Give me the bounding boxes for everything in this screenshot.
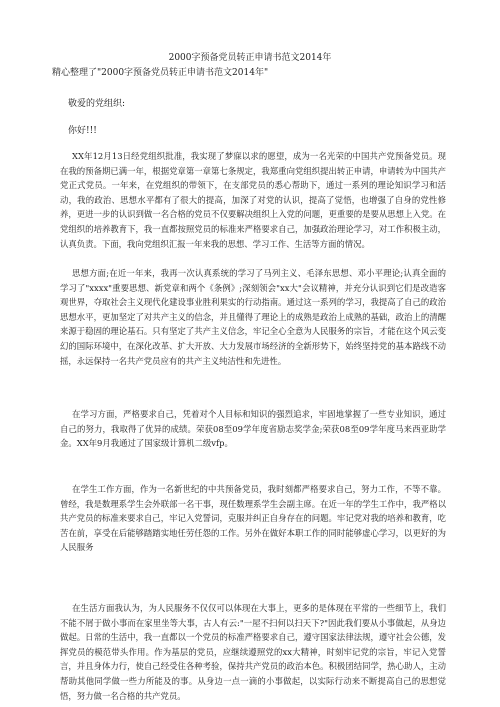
paragraph-student-work: 在学生工作方面，作为一名新世纪的中共预备党员，我时刻都严格要求自己，努力工作，不等不靠。曾经，我是数理系学生会外联部一名干事，现任数理系学生会副主席。在近一年的学生工作中，我严格以共产党员的标准来要求自己，牢记入党誓词，克服并纠正自身存在的问题。牢记党对我的培养和教育，吃苦在前，享受在后能够踏踏实地任劳任怨的工作。另外在做好本职工作的同时能够虚心学习，以更好的为人民服务 xyxy=(60,484,446,553)
greeting: 敬爱的党组织: xyxy=(68,99,126,109)
paragraph-life: 在生活方面我认为，为人民服务不仅仅可以体现在大事上，更多的是体现在平常的一些细节上，我们不能不屑于做小事而在家里坐等大事，古人有云:"一屋不扫何以扫天下?"因此我们要从小事做起，从身边做起。日常的生活中，我一直都以一个党员的标准严格要求自己，遵守国家法律法规，遵守社会公德，发挥党员的模范带头作用。作为基层的党员，应继续遵照党的xx大精神，时刻牢记党的宗旨，牢记入党誓言，并且身体力行，使自己经受住各种考验，保持共产党员的政治本色。积极团结同学，热心助人，主动帮助其他同学做一些力所能及的事。从身边一点一滴的小事做起，以实际行动来不断提高自己的思想觉悟，努力做一名合格的共产党员。 xyxy=(60,603,446,701)
paragraph-introduction: XX年12月13日经党组织批准，我实现了梦寐以求的愿望，成为一名光荣的中国共产党预备党员。现在我的预备期已满一年，根据党章第一章第七条规定，我郑重向党组织提出转正申请，申请转为中国共产党正式党员。一年来，在党组织的带领下，在支部党员的悉心帮助下，通过一系列的理论知识学习和活动，我的政治、思想水平都有了很大的提高，加深了对党的认识，提高了觉悟，也增强了自身的党性修养，更进一步的认识到做一名合格的党员不仅要解决组织上入党的问题，更重要的是要从思想上入党。在党组织的培养教育下，我一直都按照党员的标准来严格要求自己，加强政治理论学习，对工作积极主动，认真负责。下面，我向党组织汇报一年来我的思想、学习工作、生活等方面的情况。 xyxy=(60,151,446,249)
paragraph-study: 在学习方面，严格要求自己，凭着对个人目标和知识的强烈追求，牢固地掌握了一些专业知识，通过自己的努力，我取得了优异的成绩。荣获08至09学年度省励志奖学金;荣获08至09学年度马来西亚助学金。XX年9月我通过了国家级计算机二级vfp。 xyxy=(60,409,446,449)
paragraph-thought: 思想方面;在近一年来，我再一次认真系统的学习了马列主义、毛泽东思想、邓小平理论;认真全面的学习了"xxxx"重要思想、新党章和两个《条例》;深刻领会"xx大"会议精神，并充分认识到它们是改造客观世界，夺取社会主义现代化建设事业胜利果实的行动指南。通过这一系列的学习，我提高了自己的政治思想水平，更加坚定了对共产主义的信念，并且懂得了理论上的成熟是政治上成熟的基础，政治上的清醒来源于稳固的理论基石。只有坚定了共产主义信念，牢记全心全意为人民服务的宗旨，才能在这个风云变幻的国际环境中，在深化改革、扩大开放、大力发展市场经济的全新形势下，始终坚持党的基本路线不动摇，永远保持一名共产党员应有的共产主义纯洁性和先进性。 xyxy=(60,268,446,366)
document-intro: 精心整理了"2000字预备党员转正申请书范文2014年" xyxy=(52,68,269,78)
salutation: 你好!!! xyxy=(68,126,97,136)
document-title: 2000字预备党员转正申请书范文2014年 xyxy=(168,53,332,63)
